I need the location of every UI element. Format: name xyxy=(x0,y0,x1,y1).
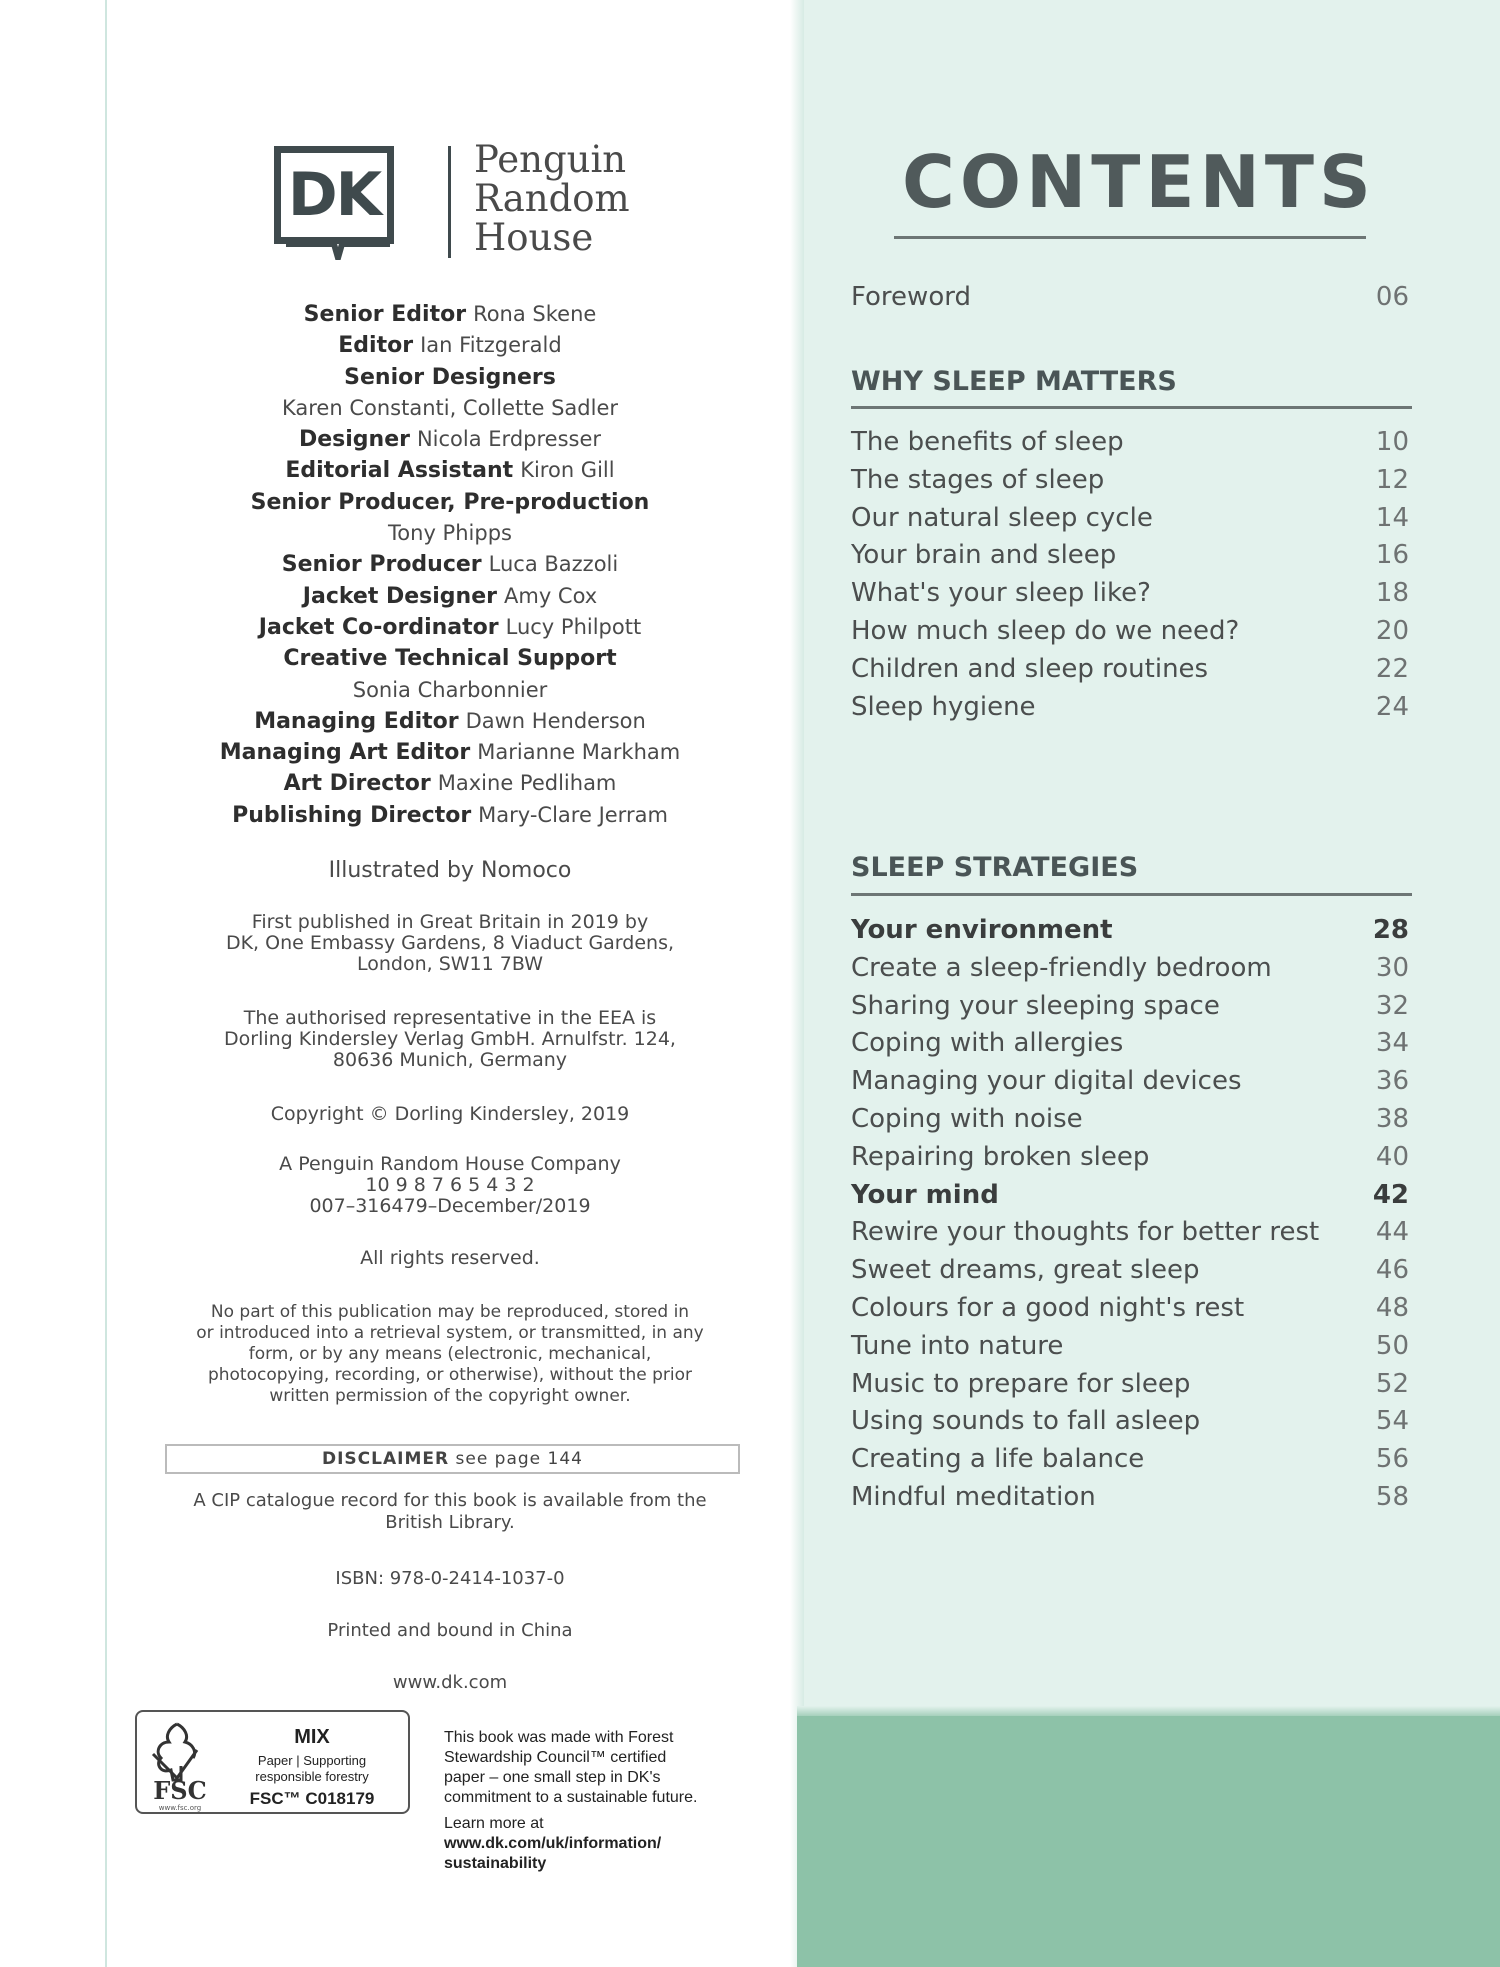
toc-entry-page: 10 xyxy=(1375,427,1409,457)
credit-line xyxy=(120,518,780,549)
section-rule xyxy=(851,893,1412,896)
toc-entry-page: 38 xyxy=(1375,1104,1409,1134)
toc-entry-title: Coping with allergies xyxy=(851,1028,1124,1059)
toc-entry[interactable] xyxy=(851,654,1409,692)
toc-entry[interactable] xyxy=(851,540,1409,578)
toc-entry[interactable] xyxy=(851,503,1409,541)
toc-entry[interactable] xyxy=(851,915,1409,953)
website: www.dk.com xyxy=(392,1672,508,1693)
toc-entry-page: 58 xyxy=(1375,1482,1409,1512)
toc-entry[interactable] xyxy=(851,1255,1409,1293)
toc-entry-page: 36 xyxy=(1375,1066,1409,1097)
toc-entry[interactable] xyxy=(851,427,1409,465)
toc-entry-title: Rewire your thoughts for better rest xyxy=(851,1217,1320,1248)
toc-entry-page: 50 xyxy=(1375,1330,1409,1361)
toc-entry-foreword[interactable]: Foreword 06 xyxy=(851,282,1409,312)
disclaimer-text: see page 144 xyxy=(455,1449,583,1469)
credit-line xyxy=(120,487,780,518)
credit-role: Creative Technical Support xyxy=(283,646,617,672)
toc-entry-title: Create a sleep-friendly bedroom xyxy=(851,952,1272,983)
toc-entry[interactable] xyxy=(851,1028,1409,1066)
disclaimer-label: DISCLAIMER xyxy=(322,1449,450,1469)
toc-entry[interactable] xyxy=(851,1293,1409,1331)
credit-name: Luca Bazzoli xyxy=(488,552,619,577)
credit-line xyxy=(120,706,780,737)
credit-line xyxy=(120,362,780,393)
toc-entry-page: 14 xyxy=(1375,502,1409,533)
credit-name: Lucy Philpott xyxy=(505,614,642,639)
toc-entry-title: Repairing broken sleep xyxy=(851,1141,1150,1172)
prh-wordmark: Penguin Random House xyxy=(474,138,630,259)
toc-entry-title: Tune into nature xyxy=(851,1330,1064,1361)
credit-name: Marianne Markham xyxy=(477,740,681,765)
credit-role: Designer xyxy=(298,427,410,453)
publication-info: First published in Great Britain in 2019 by DK, One Embassy Gardens, 8 Viaduct Gardens, London, SW11 7BW xyxy=(225,911,675,975)
toc-entry-page: 56 xyxy=(1375,1444,1409,1475)
toc-entry-page: 32 xyxy=(1375,990,1409,1021)
credits-list xyxy=(120,299,780,831)
book-gutter xyxy=(790,0,804,1967)
fsc-tree-icon xyxy=(147,1720,207,1782)
dk-logo-box: DK xyxy=(274,146,394,244)
cip-notice: A CIP catalogue record for this book is available from the British Library. xyxy=(193,1490,707,1533)
credit-line xyxy=(120,424,780,455)
reproduction-notice: No part of this publication may be reproduced, stored in or introduced into a retrieval system, or transmitted, in any form, or by any means (electronic, mechanical, photocopying, recording, or otherwise), without the prior written permission of the copyright owner. xyxy=(196,1302,704,1406)
toc-entry[interactable] xyxy=(851,1066,1409,1104)
toc-entry-page: 24 xyxy=(1375,691,1409,722)
toc-entry-title: The benefits of sleep xyxy=(851,427,1124,457)
toc-entry-page: 34 xyxy=(1375,1028,1409,1059)
toc-entry-title: Your environment xyxy=(851,915,1113,945)
credit-name: Sonia Charbonnier xyxy=(352,677,548,702)
toc-entry[interactable] xyxy=(851,1406,1409,1444)
toc-entry-page: 52 xyxy=(1375,1368,1409,1399)
fsc-logo-text: FSC xyxy=(153,1776,207,1805)
title-rule xyxy=(894,236,1366,239)
credit-role: Art Director xyxy=(283,771,431,797)
credit-role: Jacket Designer xyxy=(302,583,497,609)
credit-line xyxy=(120,393,780,424)
toc-entry[interactable] xyxy=(851,1142,1409,1180)
toc-entry-title: Colours for a good night's rest xyxy=(851,1293,1245,1323)
toc-entry-title: Creating a life balance xyxy=(851,1444,1145,1475)
toc-entry-page: 42 xyxy=(1372,1179,1409,1210)
toc-entry-title: Your brain and sleep xyxy=(851,540,1117,571)
credit-line xyxy=(120,800,780,831)
toc-entry-page: 40 xyxy=(1375,1141,1409,1172)
isbn: ISBN: 978-0-2414-1037-0 xyxy=(335,1568,565,1589)
credit-name: Amy Cox xyxy=(504,583,598,608)
toc-entry-title: Your mind xyxy=(851,1179,999,1210)
sustainability-note: This book was made with Forest Stewardship Council™ certified paper – one small step in DK's commitment to a sustainable future. Learn more at www.dk.com/uk/information/ sustainability xyxy=(444,1728,774,1874)
page-edge xyxy=(0,0,107,1967)
toc-entry-title: Coping with noise xyxy=(851,1104,1083,1134)
credit-line xyxy=(120,768,780,799)
credit-name: Nicola Erdpresser xyxy=(416,427,602,452)
eea-representative: The authorised representative in the EEA is Dorling Kindersley Verlag GmbH. Arnulfstr. 124, 80636 Munich, Germany xyxy=(224,1007,676,1071)
credit-line xyxy=(120,612,780,643)
credit-role: Editorial Assistant xyxy=(285,458,514,484)
fsc-url: www.fsc.org xyxy=(158,1804,202,1812)
toc-entry[interactable] xyxy=(851,1482,1409,1520)
toc-entry-page: 18 xyxy=(1375,578,1409,609)
toc-entry[interactable] xyxy=(851,1217,1409,1255)
toc-entry-page: 12 xyxy=(1375,464,1409,495)
credit-role: Senior Editor xyxy=(303,302,467,327)
toc-entry-page: 30 xyxy=(1375,952,1409,983)
contents-title: CONTENTS xyxy=(902,140,1376,224)
credit-role: Managing Editor xyxy=(254,708,459,734)
toc-entry[interactable] xyxy=(851,692,1409,730)
credit-role: Jacket Co-ordinator xyxy=(258,614,499,640)
printed-in: Printed and bound in China xyxy=(327,1620,573,1641)
bottom-color-band xyxy=(797,1716,1500,1967)
toc-entry-title: Sweet dreams, great sleep xyxy=(851,1255,1200,1286)
toc-entry-title: Music to prepare for sleep xyxy=(851,1368,1191,1399)
credit-name: Ian Fitzgerald xyxy=(420,333,562,358)
toc-entry-page: 44 xyxy=(1375,1217,1409,1248)
toc-entry-title: How much sleep do we need? xyxy=(851,616,1240,646)
toc-entry[interactable] xyxy=(851,1444,1409,1482)
toc-entry-title: What's your sleep like? xyxy=(851,578,1151,609)
credit-name: Maxine Pedliham xyxy=(437,771,617,796)
toc-entry[interactable] xyxy=(851,991,1409,1029)
credit-name: Kiron Gill xyxy=(520,458,615,483)
toc-entry-title: Sharing your sleeping space xyxy=(851,990,1220,1021)
credit-name: Karen Constanti, Collette Sadler xyxy=(281,395,619,420)
toc-entry[interactable] xyxy=(851,953,1409,991)
toc-entry-page: 48 xyxy=(1375,1293,1409,1323)
credit-role: Senior Producer, Pre-production xyxy=(250,489,650,515)
toc-entry-page: 20 xyxy=(1375,616,1409,646)
toc-entry-title: Using sounds to fall asleep xyxy=(851,1406,1201,1437)
toc-entry-title: Our natural sleep cycle xyxy=(851,502,1153,533)
credit-line xyxy=(120,549,780,580)
credit-line xyxy=(120,455,780,486)
copyright-line: Copyright © Dorling Kindersley, 2019 xyxy=(270,1103,630,1125)
credit-role: Managing Art Editor xyxy=(219,740,471,766)
toc-entry[interactable] xyxy=(851,465,1409,503)
logo-divider xyxy=(448,146,451,258)
toc-entry[interactable] xyxy=(851,1331,1409,1369)
credit-line xyxy=(120,581,780,612)
fsc-badge xyxy=(135,1710,410,1814)
section-heading: WHY SLEEP MATTERS xyxy=(851,366,1177,397)
credit-name: Tony Phipps xyxy=(388,521,512,546)
rights-reserved: All rights reserved. xyxy=(360,1247,540,1269)
fsc-details: MIX Paper | Supporting responsible forestry FSC™ C018179 xyxy=(249,1726,375,1808)
toc-entry-page: 22 xyxy=(1375,653,1409,684)
toc-entry[interactable] xyxy=(851,1369,1409,1407)
section-heading: SLEEP STRATEGIES xyxy=(851,852,1139,883)
credit-name: Dawn Henderson xyxy=(465,708,646,733)
toc-entry-title: Children and sleep routines xyxy=(851,653,1209,684)
credit-name: Rona Skene xyxy=(473,302,597,326)
toc-entry-title: Managing your digital devices xyxy=(851,1066,1242,1097)
toc-entry-page: 54 xyxy=(1375,1406,1409,1437)
toc-entry[interactable] xyxy=(851,1104,1409,1142)
toc-entry-page: 28 xyxy=(1372,915,1409,945)
credit-line xyxy=(120,330,780,361)
toc-entry[interactable] xyxy=(851,1180,1409,1218)
credit-role: Senior Producer xyxy=(281,552,482,578)
dk-prh-logo xyxy=(272,138,652,266)
credit-name: Mary-Clare Jerram xyxy=(478,802,668,827)
toc-entry-title: The stages of sleep xyxy=(851,464,1105,495)
credit-role: Publishing Director xyxy=(232,802,472,828)
illustrator-credit: Illustrated by Nomoco xyxy=(328,858,572,883)
credit-line xyxy=(120,643,780,674)
sustainability-link[interactable]: www.dk.com/uk/information/ xyxy=(444,1835,662,1852)
toc-entry-page: 46 xyxy=(1375,1255,1409,1286)
toc-entry-page: 16 xyxy=(1375,540,1409,571)
credit-line xyxy=(120,299,780,330)
open-book-icon xyxy=(284,242,392,260)
credit-line xyxy=(120,675,780,706)
credit-role: Senior Designers xyxy=(344,364,556,390)
toc-entry-title: Mindful meditation xyxy=(851,1482,1096,1512)
credit-line xyxy=(120,737,780,768)
toc-entry[interactable] xyxy=(851,578,1409,616)
prh-company-info: A Penguin Random House Company 10 9 8 7 6 5 4 3 2 007–316479–December/2019 xyxy=(279,1153,621,1217)
credit-role: Editor xyxy=(338,333,414,359)
disclaimer-box xyxy=(165,1444,740,1474)
section-rule xyxy=(851,406,1412,409)
toc-entry-title: Sleep hygiene xyxy=(851,691,1036,722)
toc-entry[interactable] xyxy=(851,616,1409,654)
sustainability-link-cont[interactable]: sustainability xyxy=(444,1855,547,1872)
